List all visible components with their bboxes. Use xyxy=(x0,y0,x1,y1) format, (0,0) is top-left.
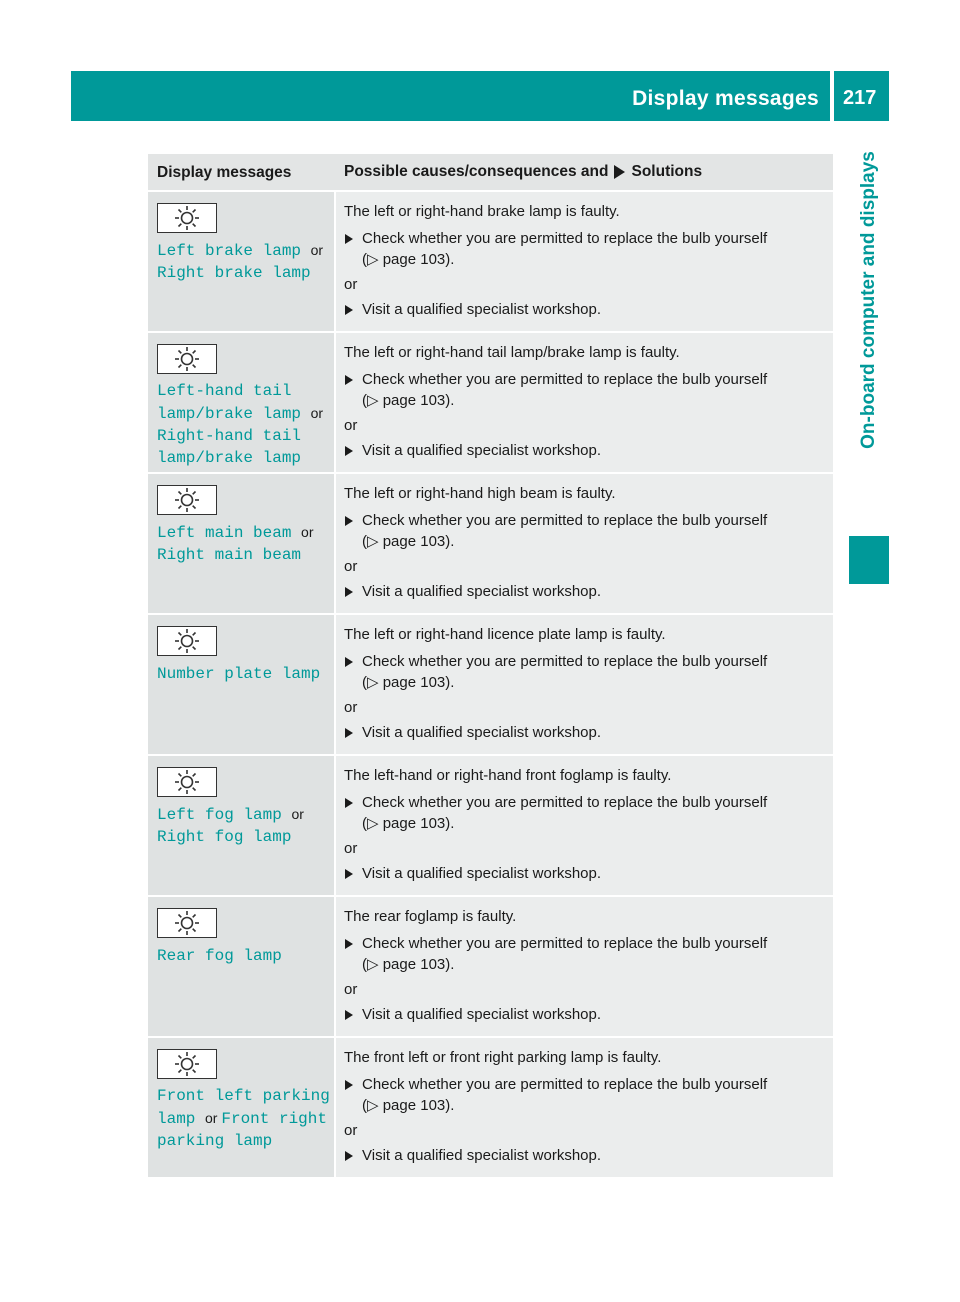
header-bar xyxy=(71,71,889,121)
visit-text: Visit a qualified specialist workshop. xyxy=(362,301,602,318)
solution-step xyxy=(344,722,823,743)
message-connector: or xyxy=(205,1110,222,1126)
bulb-warning-icon xyxy=(157,767,217,797)
page-reference[interactable]: (▷ page 103). xyxy=(362,251,455,268)
table-row xyxy=(148,615,833,756)
page-reference[interactable]: (▷ page 103). xyxy=(362,392,455,409)
message-secondary: Right brake lamp xyxy=(157,264,311,282)
check-text: Check whether you are permitted to replace the bulb yourself xyxy=(362,794,768,811)
visit-text: Visit a qualified specialist workshop. xyxy=(362,1006,602,1023)
message-cell xyxy=(148,333,336,472)
table-row xyxy=(148,333,833,474)
message-secondary: Right main beam xyxy=(157,546,302,564)
header-divider xyxy=(830,71,834,121)
message-secondary: Right-hand tail lamp/brake lamp xyxy=(157,427,302,467)
message-connector: or xyxy=(310,242,324,258)
solution-cell xyxy=(336,333,833,472)
or-separator: or xyxy=(344,699,358,716)
cause-text: The rear foglamp is faulty. xyxy=(344,908,517,925)
check-text: Check whether you are permitted to replace the bulb yourself xyxy=(362,512,768,529)
column-header-messages: Display messages xyxy=(157,164,292,181)
solution-step xyxy=(344,792,823,834)
solution-cell xyxy=(336,897,833,1036)
check-text: Check whether you are permitted to replace the bulb yourself xyxy=(362,1076,768,1093)
cause-text: The left or right-hand high beam is faulty. xyxy=(344,485,616,502)
arrow-right-icon xyxy=(345,728,353,738)
page-reference[interactable]: (▷ page 103). xyxy=(362,533,455,550)
arrow-right-icon xyxy=(345,516,353,526)
bulb-warning-icon xyxy=(157,203,217,233)
solution-step xyxy=(344,228,823,270)
or-separator: or xyxy=(344,558,358,575)
message-cell xyxy=(148,615,336,754)
solution-step xyxy=(344,651,823,693)
message-secondary: Right fog lamp xyxy=(157,828,292,846)
display-message xyxy=(157,380,335,469)
solution-step xyxy=(344,440,823,461)
message-connector: or xyxy=(310,405,324,421)
solution-cell xyxy=(336,1038,833,1177)
table-row xyxy=(148,474,833,615)
solution-cell xyxy=(336,192,833,331)
message-primary: Left fog lamp xyxy=(157,806,282,824)
or-separator: or xyxy=(344,840,358,857)
display-message xyxy=(157,521,335,566)
solution-cell xyxy=(336,756,833,895)
visit-text: Visit a qualified specialist workshop. xyxy=(362,724,602,741)
table-row xyxy=(148,897,833,1038)
arrow-right-icon xyxy=(345,1010,353,1020)
page-title: Display messages xyxy=(632,87,819,110)
display-message xyxy=(157,803,335,848)
display-messages-table xyxy=(148,154,833,1179)
message-cell xyxy=(148,192,336,331)
arrow-right-icon xyxy=(345,939,353,949)
message-connector: or xyxy=(291,806,304,822)
cause-text: The left-hand or right-hand front foglamp is faulty. xyxy=(344,767,672,784)
arrow-right-icon xyxy=(345,657,353,667)
message-primary: Left brake lamp xyxy=(157,242,302,260)
solution-step xyxy=(344,863,823,884)
display-message xyxy=(157,944,335,967)
or-separator: or xyxy=(344,981,358,998)
table-header xyxy=(148,154,833,192)
column-header-solutions xyxy=(336,154,833,190)
arrow-right-icon xyxy=(345,234,353,244)
visit-text: Visit a qualified specialist workshop. xyxy=(362,1147,602,1164)
solution-cell xyxy=(336,615,833,754)
arrow-right-icon xyxy=(345,869,353,879)
cause-text: The left or right-hand tail lamp/brake lamp is faulty. xyxy=(344,344,680,361)
bulb-warning-icon xyxy=(157,908,217,938)
solution-step xyxy=(344,1145,823,1166)
or-separator: or xyxy=(344,276,358,293)
check-text: Check whether you are permitted to replace the bulb yourself xyxy=(362,230,768,247)
message-primary: Number plate lamp xyxy=(157,665,321,683)
table-row xyxy=(148,1038,833,1179)
message-cell xyxy=(148,1038,336,1177)
solution-cell xyxy=(336,474,833,613)
arrow-right-icon xyxy=(345,1151,353,1161)
check-text: Check whether you are permitted to replace the bulb yourself xyxy=(362,371,768,388)
cause-text: The left or right-hand brake lamp is faulty. xyxy=(344,203,620,220)
arrow-right-icon xyxy=(345,798,353,808)
column-header-causes-label: Possible causes/consequences and xyxy=(344,163,609,180)
side-tab-label: On-board computer and displays xyxy=(858,151,879,449)
side-tab-marker xyxy=(849,536,889,584)
cause-text: The left or right-hand licence plate lamp is faulty. xyxy=(344,626,666,643)
bulb-warning-icon xyxy=(157,626,217,656)
check-text: Check whether you are permitted to replace the bulb yourself xyxy=(362,935,768,952)
display-message xyxy=(157,662,335,685)
solution-step xyxy=(344,299,823,320)
page-number: 217 xyxy=(843,87,877,109)
solution-step xyxy=(344,1004,823,1025)
bulb-warning-icon xyxy=(157,485,217,515)
message-secondary: Front right parking lamp xyxy=(157,1110,327,1150)
side-tab xyxy=(849,130,889,530)
visit-text: Visit a qualified specialist workshop. xyxy=(362,865,602,882)
message-primary: Left-hand tail lamp/brake lamp xyxy=(157,382,302,423)
arrow-right-icon xyxy=(345,587,353,597)
message-primary: Front left parking lamp xyxy=(157,1087,330,1128)
arrow-right-icon xyxy=(614,165,625,179)
bulb-warning-icon xyxy=(157,1049,217,1079)
cause-text: The front left or front right parking lamp is faulty. xyxy=(344,1049,662,1066)
solution-step xyxy=(344,369,823,411)
solution-step xyxy=(344,1074,823,1116)
message-connector: or xyxy=(301,524,314,540)
page-reference[interactable]: (▷ page 103). xyxy=(362,674,455,691)
page-reference[interactable]: (▷ page 103). xyxy=(362,1097,455,1114)
display-message xyxy=(157,1085,335,1152)
or-separator: or xyxy=(344,417,358,434)
message-cell xyxy=(148,756,336,895)
display-message xyxy=(157,239,335,284)
bulb-warning-icon xyxy=(157,344,217,374)
arrow-right-icon xyxy=(345,305,353,315)
arrow-right-icon xyxy=(345,375,353,385)
solution-step xyxy=(344,510,823,552)
page-reference[interactable]: (▷ page 103). xyxy=(362,956,455,973)
arrow-right-icon xyxy=(345,446,353,456)
or-separator: or xyxy=(344,1122,358,1139)
solution-step xyxy=(344,581,823,602)
visit-text: Visit a qualified specialist workshop. xyxy=(362,583,602,600)
page-reference[interactable]: (▷ page 103). xyxy=(362,815,455,832)
message-primary: Rear fog lamp xyxy=(157,947,282,965)
message-cell xyxy=(148,897,336,1036)
table-row xyxy=(148,756,833,897)
table-row xyxy=(148,192,833,333)
message-primary: Left main beam xyxy=(157,524,292,542)
message-cell xyxy=(148,474,336,613)
visit-text: Visit a qualified specialist workshop. xyxy=(362,442,602,459)
solution-step xyxy=(344,933,823,975)
arrow-right-icon xyxy=(345,1080,353,1090)
column-header-solutions-label: Solutions xyxy=(631,163,703,180)
check-text: Check whether you are permitted to replace the bulb yourself xyxy=(362,653,768,670)
